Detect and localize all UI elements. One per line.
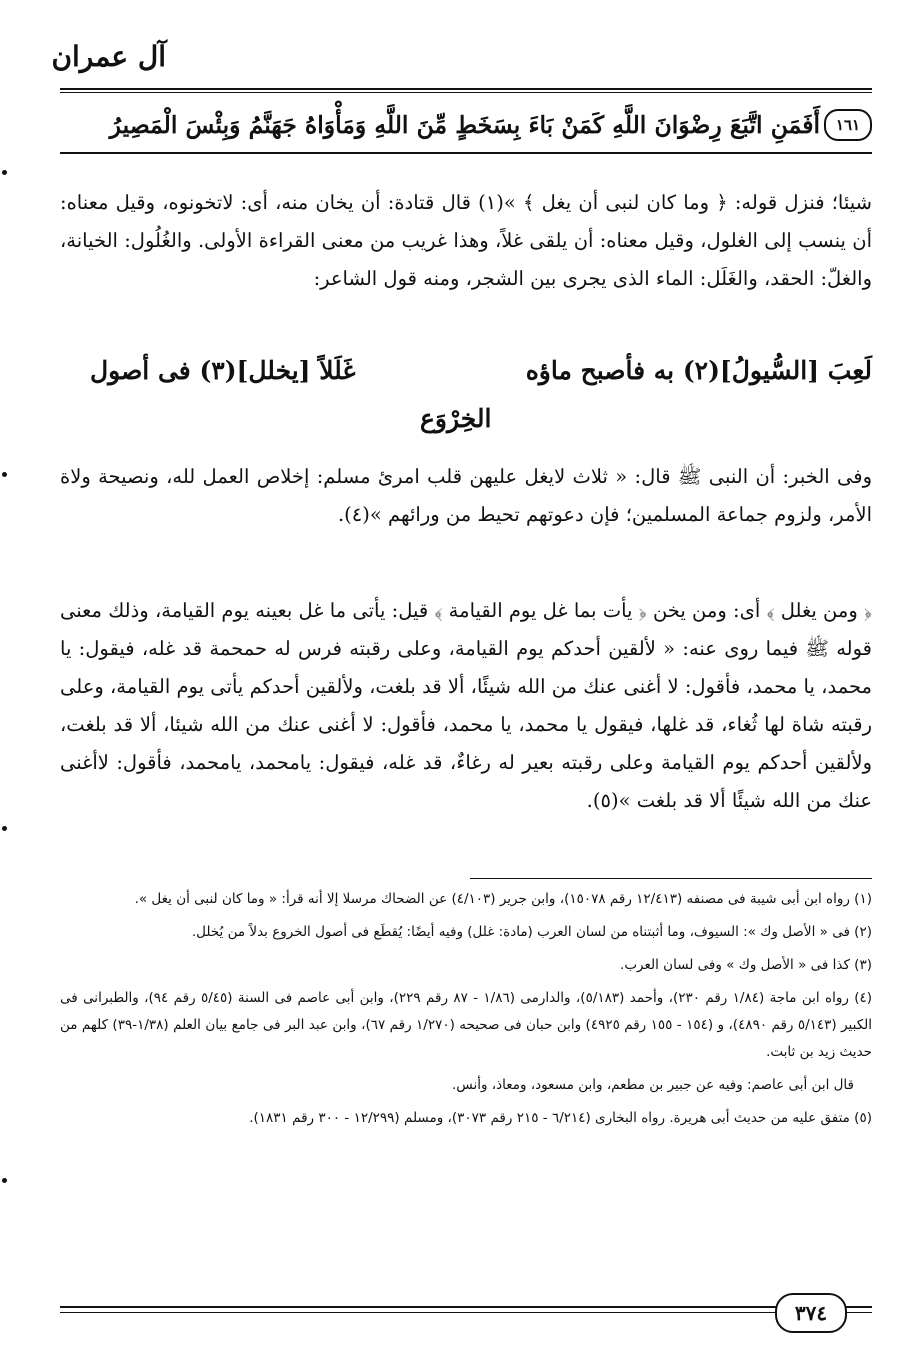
footnotes [60, 886, 872, 1138]
margin-mark [2, 472, 7, 477]
surah-title: آل عمران [51, 40, 166, 73]
header-rule [60, 88, 872, 90]
footnote-5: (٥) متفق عليه من حديث أبى هريرة. رواه البخارى (٦/٢١٤ - ٢١٥ رقم ٣٠٧٣)، ومسلم (١٢/٢٩٩ - ٣٠٠ رقم ١٨٣١). [249, 1110, 872, 1126]
margin-mark [2, 826, 7, 831]
commentary-block-2 [60, 458, 872, 534]
margin-mark [2, 170, 7, 175]
footnote-4: (٤) رواه ابن ماجة (١/٨٤ رقم ٢٣٠)، وأحمد (٥/١٨٣)، والدارمى (١/٨٦ - ٨٧ رقم ٢٢٩)، وابن أبى عاصم فى السنة (٥/٤٥ رقم ٩٤)، والطبرانى فى الكبير (٥/١٤٣ رقم ٤٨٩٠)، و (١٥٤ - ١٥٥ رقم ٤٩٢٥) وابن حبان فى صحيحه (١/٢٧٠ رقم ٦٧)، وابن عبد البر فى جامع بيان العلم (١/٣٨-٣٩) كلهم من حديث زيد بن ثابت. [60, 990, 873, 1060]
paragraph-2: وفى الخبر: أن النبى ﷺ قال: « ثلاث لايغل عليهن قلب امرئ مسلم: إخلاص العمل لله، ونصيحة ولاة الأمر، ولزوم جماعة المسلمين؛ فإن دعوتهم تحيط من ورائهم »(٤). [60, 465, 872, 526]
footnote-2: (٢) فى « الأصل وك »: السيوف، وما أثبتناه من لسان العرب (مادة: غلل) وفيه أيضًا: يُقطَع فى أصول الخروع بدلاً من يُخلل. [191, 924, 872, 940]
footnote-1: (١) رواه ابن أبى شيبة فى مصنفه (١٢/٤١٣ رقم ١٥٠٧٨)، وابن جرير (٤/١٠٣) عن الضحاك مرسلا إلا أنه قرأ: « وما كان لنبى أن يغل ». [134, 891, 872, 907]
verse-number-badge: ١٦١ [824, 109, 872, 141]
page-number: ٣٧٤ [775, 1293, 847, 1333]
verse-rule [60, 152, 872, 154]
quran-verse [60, 100, 872, 150]
footer-rule [60, 1306, 872, 1308]
poem-hemistich-1: لَعِبَ [السُّيولُ](٢) به فأصبح ماؤه [525, 356, 872, 385]
footnote-4-note [60, 1072, 872, 1099]
footer-rule-thin [60, 1312, 872, 1313]
margin-mark [2, 1178, 7, 1183]
footnote-4-note-text: قال ابن أبى عاصم: وفيه عن جبير بن مطعم، وابن مسعود، ومعاذ، وأنس. [451, 1077, 854, 1093]
footnote-3: (٣) كذا فى « الأصل وك » وفى لسان العرب. [620, 957, 872, 973]
paragraph-3: ﴿ ومن يغلل ﴾ أى: ومن يخن ﴿ يأت بما غل يوم القيامة ﴾ قيل: يأتى ما غل بعينه يوم القيامة، وذلك معنى قوله ﷺ فيما روى عنه: « لألقين أحدكم يوم القيامة، وعلى رقبته فرس له حمحمة قد غله، فيقول: يا محمد، يا محمد، فأقول: لا أغنى عنك من الله شيئًا، ألا قد بلغت، ولألقين أحدكم يأتى يوم القيامة، وعلى رقبته شاة لها ثُغاء، قد غلها، فيقول يا محمد، يا محمد، فأقول: لا أغنى عنك من الله شيئا، ألا قد بلغت، ولألقين أحدكم يوم القيامة وعلى رقبته بعير له رغاءٌ، قد غله، فيقول: يامحمد، يامحمد، فأقول: لاأغنى عنك من الله شيئًا ألا قد بلغت »(٥). [60, 599, 872, 812]
poetry-verse [60, 356, 872, 456]
poem-hemistich-2: غَلَلاً [يخلل](٣) فى أصول [90, 356, 356, 385]
commentary-block-3 [60, 592, 872, 820]
verse-text: أَفَمَنِ اتَّبَعَ رِضْوَانَ اللَّهِ كَمَنْ بَاءَ بِسَخَطٍ مِّنَ اللَّهِ وَمَأْوَاهُ جَهَنَّمُ وَبِئْسَ الْمَصِيرُ [109, 111, 820, 139]
commentary-block-1 [60, 184, 872, 298]
paragraph-1: شيئا؛ فنزل قوله: ﴿ وما كان لنبى أن يغل ﴾ »(١) قال قتادة: أن يخان منه، أى: لاتخونوه، وقيل معناه: أن ينسب إلى الغلول، وقيل معناه: أن يلقى غلاً، وهذا غريب من معنى القراءة الأولى. والغُلُول: الخيانة، والغلّ: الحقد، والغَلَل: الماء الذى يجرى بين الشجر، ومنه قول الشاعر: [60, 191, 872, 290]
header-rule-thin [60, 92, 872, 93]
poem-hemistich-3: الخِرْوَع [420, 404, 492, 433]
footnote-separator [470, 878, 872, 879]
